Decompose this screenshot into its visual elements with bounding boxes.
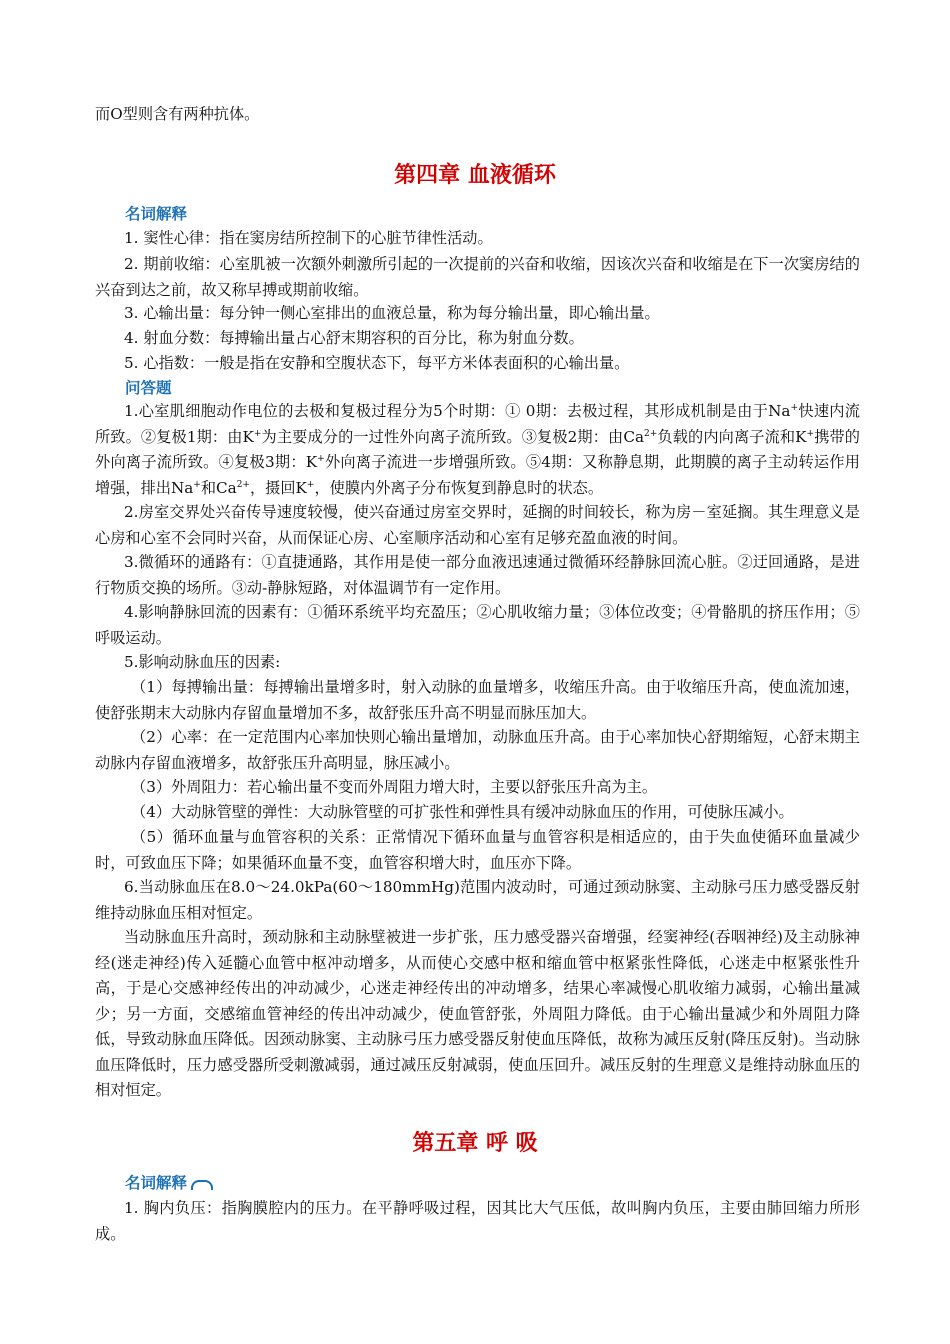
- term-4: 4. 射血分数：每搏输出量占心舒末期容积的百分比，称为射血分数。: [124, 329, 584, 347]
- answer-6-detail: 当动脉血压升高时，颈动脉和主动脉壁被进一步扩张，压力感受器兴奋增强，经窦神经(吞咽神经)及主动脉神经(迷走神经)传入延髓心血管中枢冲动增多，从而使心交感中枢和缩血管中枢紧张性降低，心迷走中枢紧张性升高，于是心交感神经传出的冲动减少，心迷走神经传出的冲动增多，结果心率减慢心肌收缩力减弱，心输出量减少；另一方面，交感缩血管神经的传出冲动减少，使血管舒张，外周阻力降低。由于心输出量减少和外周阻力降低，导致动脉血压降低。因颈动脉窦、主动脉弓压力感受器反射使血压降低，故称为减压反射(降压反射)。当动脉血压降低时，压力感受器所受刺激减弱，通过减压反射减弱，使血压回升。减压反射的生理意义是维持动脉血压的相对恒定。: [95, 928, 860, 1099]
- answer-5-item-4: （4）大动脉管壁的弹性：大动脉管壁的可扩张性和弹性具有缓冲动脉血压的作用，可使脉压减小。: [131, 803, 794, 821]
- term-3: 3. 心输出量：每分钟一侧心室排出的血液总量，称为每分输出量，即心输出量。: [124, 304, 660, 322]
- answer-5-item-3: （3）外周阻力：若心输出量不变而外周阻力增大时，主要以舒张压升高为主。: [131, 778, 658, 796]
- term-2: 2. 期前收缩：心室肌被一次额外刺激所引起的一次提前的兴奋和收缩，因该次兴奋和收缩是在下一次窦房结的兴奋到达之前，故又称早搏或期前收缩。: [95, 255, 860, 299]
- chapter-5-term-1: 1. 胸内负压：指胸膜腔内的压力。在平静呼吸过程，因其比大气压低，故叫胸内负压，主要由肺回缩力所形成。: [95, 1199, 860, 1243]
- chapter-5-title: 第五章 呼 吸: [412, 1130, 538, 1156]
- term-1: 1. 窦性心律：指在窦房结所控制下的心脏节律性活动。: [124, 229, 493, 247]
- chapter-4-title: 第四章 血液循环: [394, 162, 556, 188]
- answer-3: 3.微循环的通路有：①直捷通路，其作用是使一部分血液迅速通过微循环经静脉回流心脏。②迂回通路，是进行物质交换的场所。③动-静脉短路，对体温调节有一定作用。: [95, 553, 860, 597]
- bracket-mark-icon: [191, 1180, 213, 1190]
- answer-2: 2.房室交界处兴奋传导速度较慢，使兴奋通过房室交界时，延搁的时间较长，称为房－室延搁。其生理意义是心房和心室不会同时兴奋，从而保证心房、心室顺序活动和心室有足够充盈血液的时间。: [95, 503, 860, 547]
- answer-5-item-1: （1）每搏输出量：每搏输出量增多时，射入动脉的血量增多，收缩压升高。由于收缩压升高，使血流加速，使舒张期末大动脉内存留血量增加不多，故舒张压升高不明显而脉压加大。: [95, 678, 860, 722]
- term-5: 5. 心指数：一般是指在安静和空腹状态下，每平方米体表面积的心输出量。: [124, 354, 630, 372]
- qa-heading: 问答题: [125, 378, 172, 397]
- answer-5-item-2: （2）心率：在一定范围内心率加快则心输出量增加，动脉血压升高。由于心率加快心舒期缩短，心舒末期主动脉内存留血液增多，故舒张压升高明显，脉压减小。: [95, 728, 860, 772]
- answer-6: 6.当动脉血压在8.0～24.0kPa(60～180mmHg)范围内波动时，可通过颈动脉窦、主动脉弓压力感受器反射维持动脉血压相对恒定。: [95, 878, 860, 922]
- answer-4: 4.影响静脉回流的因素有：①循环系统平均充盈压；②心肌收缩力量；③体位改变；④骨骼肌的挤压作用；⑤呼吸运动。: [95, 603, 860, 647]
- answer-5-item-5: （5）循环血量与血管容积的关系：正常情况下循环血量与血管容积是相适应的，由于失血使循环血量减少时，可致血压下降；如果循环血量不变，血管容积增大时，血压亦下降。: [95, 828, 860, 872]
- chapter-5-terms-heading: 名词解释: [125, 1172, 213, 1194]
- terms-heading: 名词解释: [125, 204, 188, 223]
- answer-1: 1.心室肌细胞动作电位的去极和复极过程分为5个时期：① 0期：去极过程，其形成机制是由于Na+快速内流所致。②复极1期：由K+为主要成分的一过性外向离子流所致。③复极2期：由$Ca^{2+}$负载的内向离子流和K+携带的外向离子流所致。④复极3期：K+外向离子流进一步增强所致。⑤4期：又称静息期，此期膜的离子主动转运作用增强，排出Na+和$Ca^{2+}$，摄回K+，使膜内外离子分布恢复到静息时的状态。: [95, 402, 860, 497]
- answer-5-title: 5.影响动脉血压的因素:: [124, 653, 281, 671]
- top-fragment: 而O型则含有两种抗体。: [95, 105, 260, 123]
